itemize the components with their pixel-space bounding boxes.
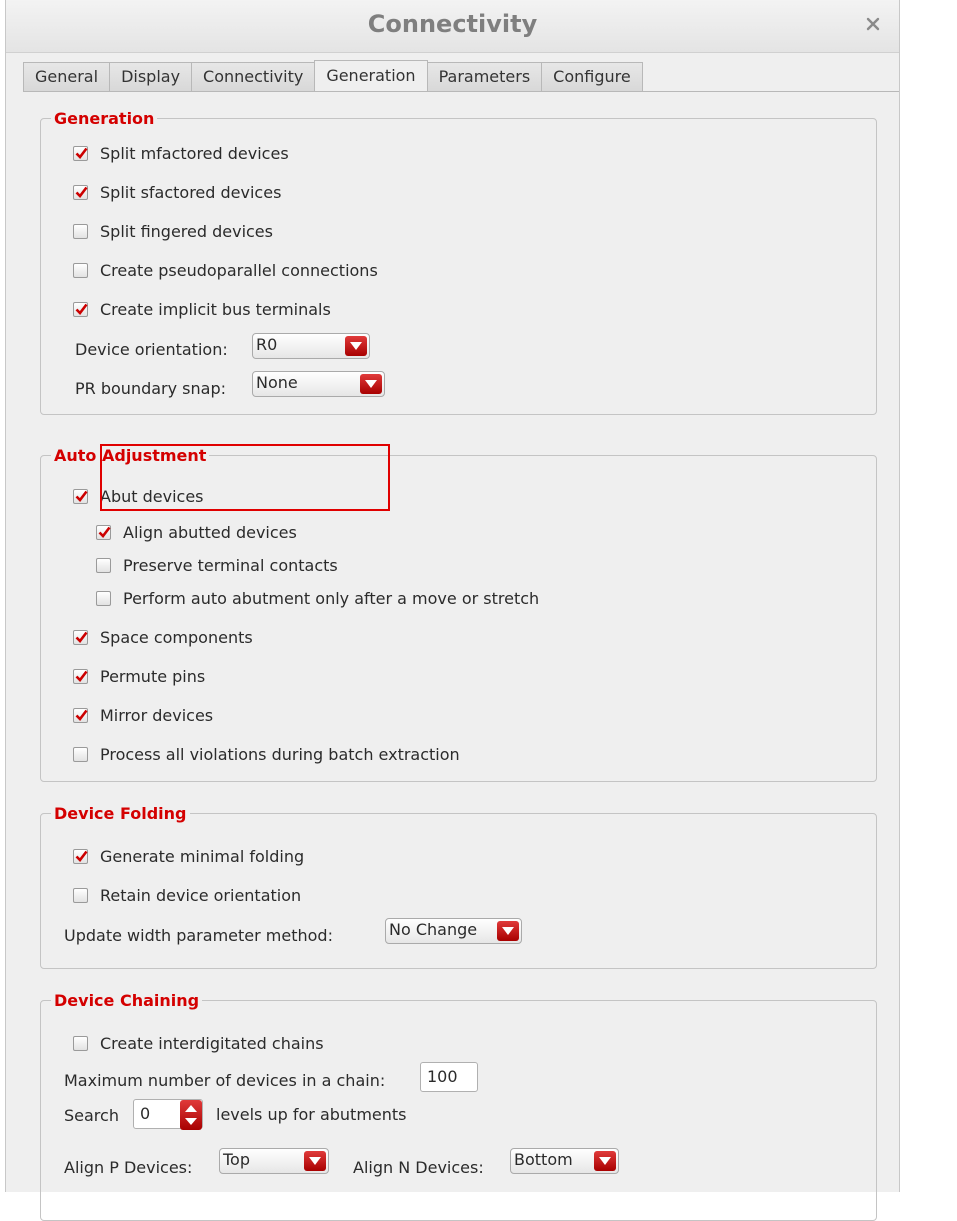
- align-p-select[interactable]: [219, 1148, 329, 1174]
- max-devices-value: 100: [427, 1067, 458, 1086]
- interdigitated-label: Create interdigitated chains: [100, 1034, 324, 1053]
- search-levels-spinner[interactable]: [133, 1099, 203, 1129]
- highlight-box: [100, 444, 390, 511]
- mirror-devices-label: Mirror devices: [100, 706, 214, 725]
- space-components-checkbox[interactable]: [73, 630, 88, 645]
- window-title: Connectivity: [367, 10, 538, 38]
- auto-abutment-after-move-option[interactable]: [96, 589, 539, 608]
- split-fingered-option[interactable]: [73, 222, 273, 241]
- device-chaining-group-title: Device Chaining: [54, 991, 200, 1010]
- spinner-arrows-icon[interactable]: [180, 1100, 202, 1130]
- device-orientation-value: R0: [256, 335, 278, 354]
- minimal-folding-label: Generate minimal folding: [100, 847, 305, 866]
- permute-pins-label: Permute pins: [100, 667, 206, 686]
- tab-connectivity[interactable]: Connectivity: [191, 62, 315, 91]
- process-violations-label: Process all violations during batch extraction: [100, 745, 460, 764]
- max-devices-label: Maximum number of devices in a chain:: [64, 1071, 386, 1090]
- split-sfactored-checkbox[interactable]: [73, 185, 88, 200]
- abut-devices-checkbox[interactable]: [73, 489, 88, 504]
- tab-generation[interactable]: Generation: [314, 60, 427, 91]
- align-n-select[interactable]: [510, 1148, 619, 1174]
- device-orientation-select[interactable]: [252, 333, 370, 359]
- auto-adjustment-group-title: Auto Adjustment: [54, 446, 207, 465]
- split-sfactored-label: Split sfactored devices: [100, 183, 282, 202]
- chevron-down-icon: [594, 1151, 616, 1171]
- title-bar[interactable]: [6, 0, 899, 53]
- align-abutted-label: Align abutted devices: [123, 523, 297, 542]
- checkmark-icon: [98, 525, 111, 539]
- tab-bar: [23, 62, 642, 92]
- pr-boundary-snap-select[interactable]: [252, 371, 385, 397]
- preserve-terminal-option[interactable]: [96, 556, 338, 575]
- device-orientation-label: Device orientation:: [75, 340, 228, 359]
- tab-general[interactable]: General: [23, 62, 110, 91]
- align-p-label: Align P Devices:: [64, 1158, 193, 1177]
- checkmark-icon: [75, 146, 88, 160]
- pr-boundary-snap-label: PR boundary snap:: [75, 379, 226, 398]
- chevron-down-icon: [304, 1151, 326, 1171]
- close-icon[interactable]: [863, 14, 883, 34]
- space-components-label: Space components: [100, 628, 253, 647]
- checkmark-icon: [75, 630, 88, 644]
- split-mfactored-checkbox[interactable]: [73, 146, 88, 161]
- checkmark-icon: [75, 849, 88, 863]
- preserve-terminal-checkbox[interactable]: [96, 558, 111, 573]
- tab-display[interactable]: Display: [109, 62, 192, 91]
- checkmark-icon: [75, 489, 88, 503]
- mirror-devices-checkbox[interactable]: [73, 708, 88, 723]
- split-fingered-label: Split fingered devices: [100, 222, 273, 241]
- pseudoparallel-checkbox[interactable]: [73, 263, 88, 278]
- search-suffix-label: levels up for abutments: [216, 1105, 407, 1124]
- retain-orientation-option[interactable]: [73, 886, 301, 905]
- split-sfactored-option[interactable]: [73, 183, 281, 202]
- chevron-down-icon: [360, 374, 382, 394]
- align-p-value: Top: [223, 1150, 250, 1169]
- device-folding-group-title: Device Folding: [54, 804, 187, 823]
- width-method-label: Update width parameter method:: [64, 926, 333, 945]
- pseudoparallel-option[interactable]: [73, 261, 378, 280]
- minimal-folding-checkbox[interactable]: [73, 849, 88, 864]
- pseudoparallel-label: Create pseudoparallel connections: [100, 261, 378, 280]
- search-prefix-label: Search: [64, 1106, 119, 1125]
- width-method-select[interactable]: [385, 918, 522, 944]
- pr-boundary-snap-value: None: [256, 373, 298, 392]
- checkmark-icon: [75, 669, 88, 683]
- align-n-value: Bottom: [514, 1150, 573, 1169]
- implicit-bus-checkbox[interactable]: [73, 302, 88, 317]
- process-violations-option[interactable]: [73, 745, 460, 764]
- checkmark-icon: [75, 302, 88, 316]
- search-levels-value: 0: [140, 1104, 151, 1123]
- checkmark-icon: [75, 185, 88, 199]
- auto-abutment-after-move-checkbox[interactable]: [96, 591, 111, 606]
- split-mfactored-option[interactable]: [73, 144, 289, 163]
- chevron-down-icon: [345, 336, 367, 356]
- process-violations-checkbox[interactable]: [73, 747, 88, 762]
- align-abutted-option[interactable]: [96, 523, 297, 542]
- split-mfactored-label: Split mfactored devices: [100, 144, 289, 163]
- width-method-value: No Change: [389, 920, 478, 939]
- implicit-bus-label: Create implicit bus terminals: [100, 300, 331, 319]
- tab-divider: [23, 91, 899, 92]
- minimal-folding-option[interactable]: [73, 847, 304, 866]
- interdigitated-option[interactable]: [73, 1034, 324, 1053]
- max-devices-input[interactable]: [420, 1062, 478, 1092]
- permute-pins-option[interactable]: [73, 667, 205, 686]
- space-components-option[interactable]: [73, 628, 253, 647]
- abut-devices-label: Abut devices: [100, 487, 204, 506]
- retain-orientation-label: Retain device orientation: [100, 886, 302, 905]
- retain-orientation-checkbox[interactable]: [73, 888, 88, 903]
- chevron-down-icon: [497, 921, 519, 941]
- align-abutted-checkbox[interactable]: [96, 525, 111, 540]
- align-n-label: Align N Devices:: [353, 1158, 484, 1177]
- interdigitated-checkbox[interactable]: [73, 1036, 88, 1051]
- tab-parameters[interactable]: Parameters: [427, 62, 543, 91]
- tab-configure[interactable]: Configure: [541, 62, 643, 91]
- preserve-terminal-label: Preserve terminal contacts: [123, 556, 338, 575]
- permute-pins-checkbox[interactable]: [73, 669, 88, 684]
- generation-group-title: Generation: [54, 109, 155, 128]
- split-fingered-checkbox[interactable]: [73, 224, 88, 239]
- checkmark-icon: [75, 708, 88, 722]
- implicit-bus-option[interactable]: [73, 300, 331, 319]
- auto-abutment-after-move-label: Perform auto abutment only after a move or stretch: [123, 589, 540, 608]
- mirror-devices-option[interactable]: [73, 706, 213, 725]
